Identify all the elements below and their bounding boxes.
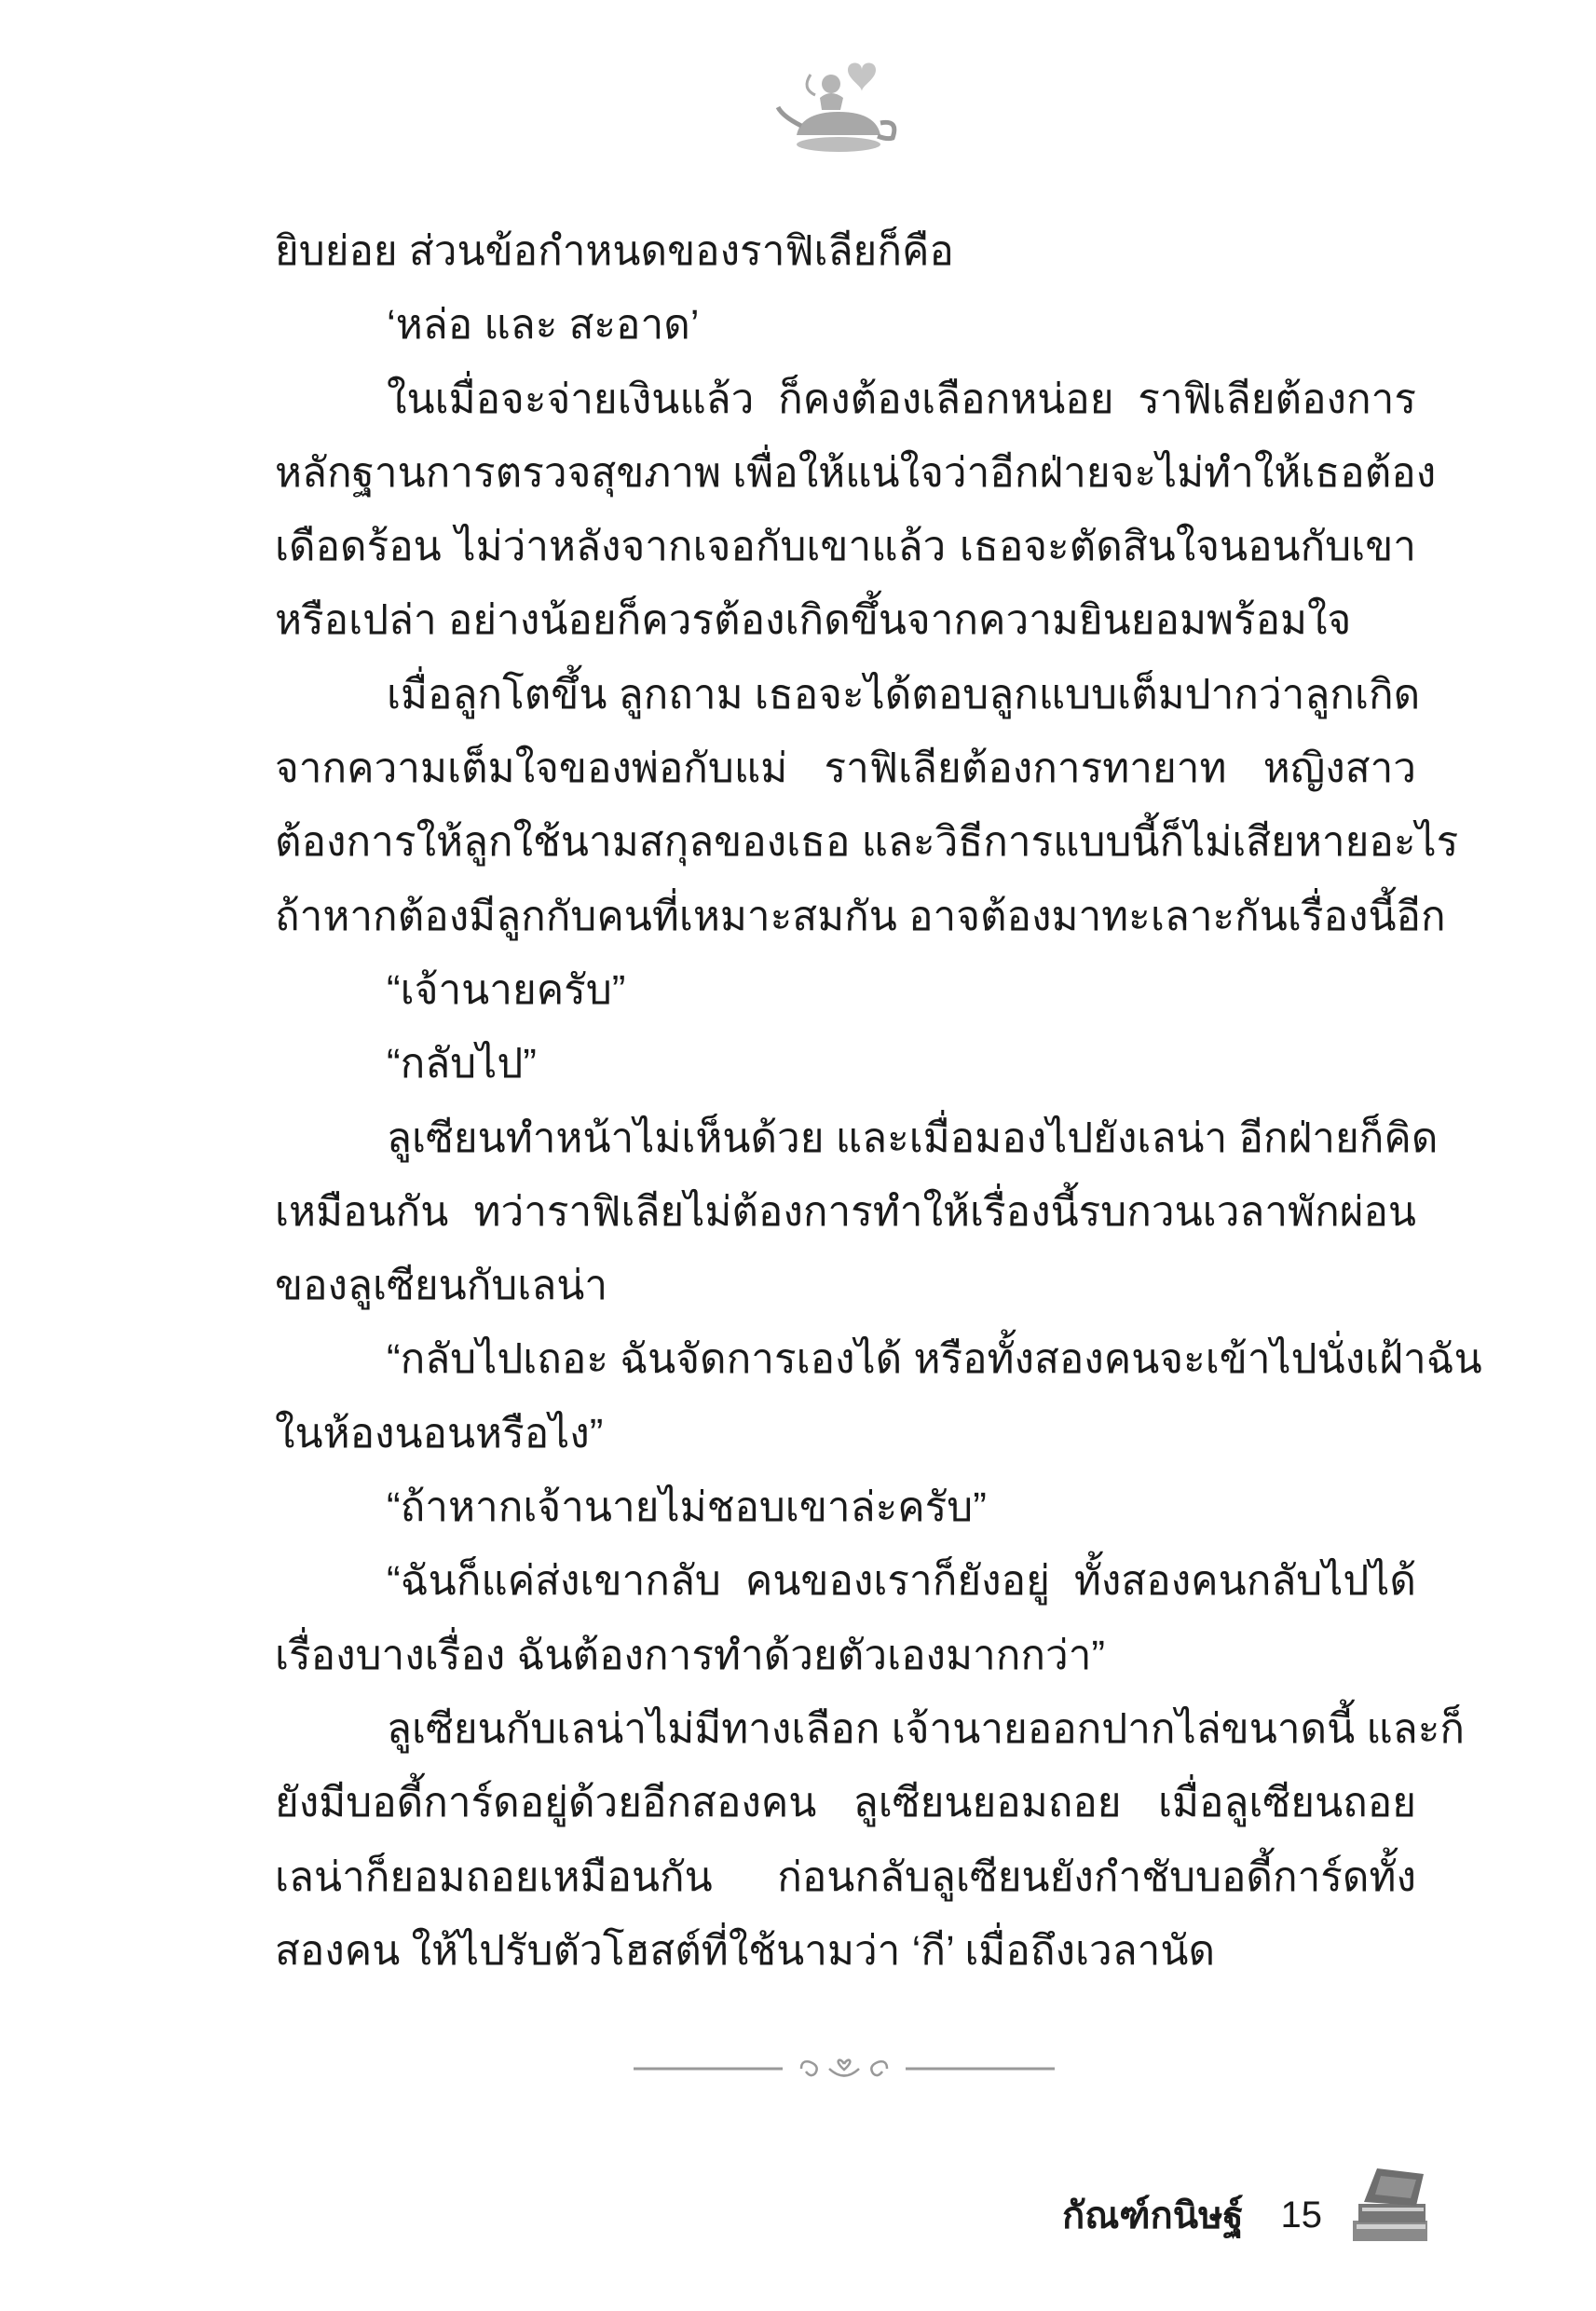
text-line: “เจ้านายครับ” <box>387 966 626 1013</box>
body-text <box>275 214 1482 1988</box>
page-number: 15 <box>1280 2194 1323 2236</box>
text-line: จากความเต็มใจของพ่อกับแม่ ราฟิเลียต้องการทายาท หญิงสาว <box>275 745 1416 792</box>
text-line: ลูเซียนกับเลน่าไม่มีทางเลือก เจ้านายออกปากไล่ขนาดนี้ และก็ <box>387 1705 1465 1752</box>
text-line: “กลับไป” <box>387 1041 537 1087</box>
text-line: สองคน ให้ไปรับตัวโฮสต์ที่ใช้นามว่า ‘กี’ เมื่อถึงเวลานัด <box>275 1927 1216 1974</box>
text-line: เมื่อลูกโตขึ้น ลูกถาม เธอจะได้ตอบลูกแบบเต็มปากว่าลูกเกิด <box>387 671 1421 718</box>
book-title: กัณฑ์กนิษฐ์ <box>1062 2195 1244 2236</box>
text-line: ‘หล่อ และ สะอาด’ <box>387 302 700 349</box>
text-line: ยังมีบอดี้การ์ดอยู่ด้วยอีกสองคน ลูเซียนยอมถอย เมื่อลูเซียนถอย <box>275 1780 1416 1826</box>
text-line: ในห้องนอนหรือไง” <box>275 1410 604 1456</box>
cupid-teapot-ornament-icon <box>773 56 904 158</box>
text-line: หลักฐานการตรวจสุขภาพ เพื่อให้แน่ใจว่าอีกฝ่ายจะไม่ทำให้เธอต้อง <box>275 449 1437 496</box>
text-line: ต้องการให้ลูกใช้นามสกุลของเธอ และวิธีการแบบนี้ก็ไม่เสียหายอะไร <box>275 819 1459 866</box>
text-line: หรือเปล่า อย่างน้อยก็ควรต้องเกิดขึ้นจากความยินยอมพร้อมใจ <box>275 597 1352 644</box>
page-footer <box>1062 2185 1322 2245</box>
text-line: เดือดร้อน ไม่ว่าหลังจากเจอกับเขาแล้ว เธอจะตัดสินใจนอนกับเขา <box>275 524 1416 570</box>
text-line: เหมือนกัน ทว่าราฟิเลียไม่ต้องการทำให้เรื่องนี้รบกวนเวลาพักผ่อน <box>275 1188 1416 1235</box>
text-line: เลน่าก็ยอมถอยเหมือนกัน ก่อนกลับลูเซียนยังกำชับบอดี้การ์ดทั้ง <box>275 1853 1416 1900</box>
text-line: “กลับไปเถอะ ฉันจัดการเองได้ หรือทั้งสองคนจะเข้าไปนั่งเฝ้าฉัน <box>387 1336 1482 1383</box>
heart-flourish-icon <box>634 2055 1055 2083</box>
text-line: ยิบย่อย ส่วนข้อกำหนดของราฟิเลียก็คือ <box>275 228 954 274</box>
text-line: ของลูเซียนกับเลน่า <box>275 1263 608 1309</box>
text-line: ลูเซียนทำหน้าไม่เห็นด้วย และเมื่อมองไปยังเลน่า อีกฝ่ายก็คิด <box>387 1114 1439 1161</box>
text-line: “ฉันก็แค่ส่งเขากลับ คนของเราก็ยังอยู่ ทั้งสองคนกลับไปได้ <box>387 1558 1416 1605</box>
text-line: ถ้าหากต้องมีลูกกับคนที่เหมาะสมกัน อาจต้องมาทะเลาะกันเรื่องนี้อีก <box>275 893 1446 939</box>
text-line: เรื่องบางเรื่อง ฉันต้องการทำด้วยตัวเองมากกว่า” <box>275 1632 1106 1678</box>
text-line: “ถ้าหากเจ้านายไม่ชอบเขาล่ะครับ” <box>387 1484 987 1531</box>
book-stack-icon <box>1349 2167 1435 2246</box>
text-line: ในเมื่อจะจ่ายเงินแล้ว ก็คงต้องเลือกหน่อย ราฟิเลียต้องการ <box>387 376 1416 422</box>
